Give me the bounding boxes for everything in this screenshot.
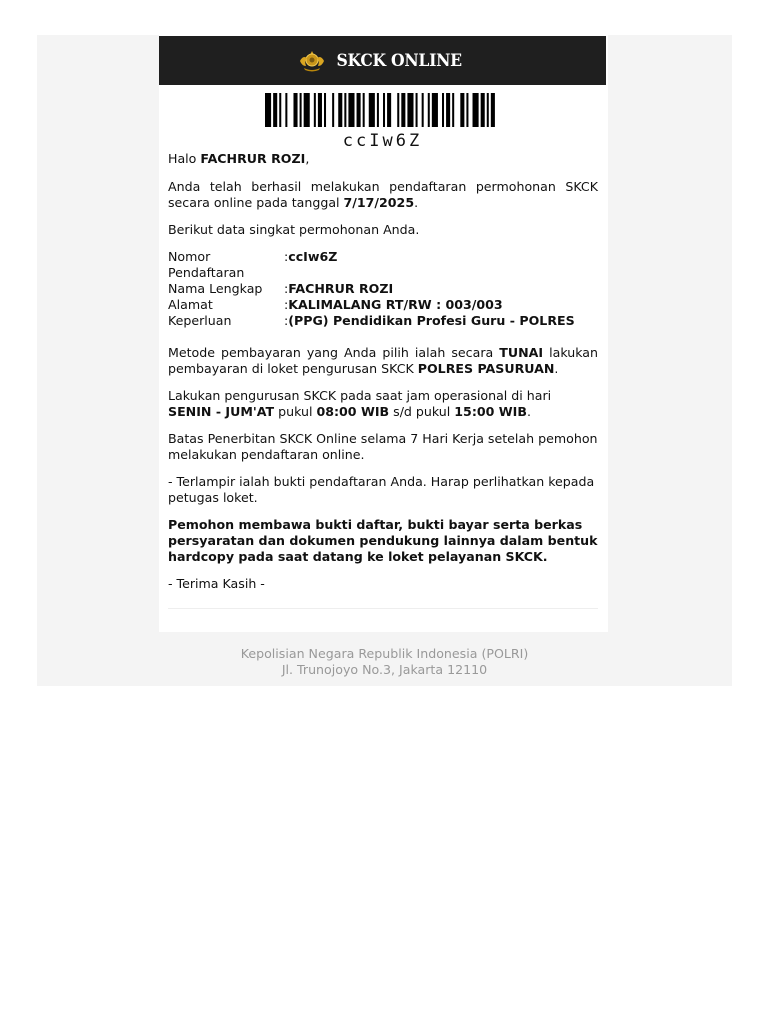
payment-paragraph	[168, 345, 598, 377]
greeting-prefix: Halo	[168, 151, 201, 166]
barcode-bar	[481, 93, 485, 127]
barcode-bar	[383, 93, 385, 127]
schedule-days: SENIN - JUM'AT	[168, 404, 275, 419]
registration-details	[168, 249, 575, 329]
barcode-bar	[300, 93, 302, 127]
barcode-bar	[344, 93, 346, 127]
barcode-bar	[407, 93, 413, 127]
detail-label: Alamat	[168, 297, 213, 312]
barcode-bar	[265, 93, 271, 127]
barcode-bar	[387, 93, 391, 127]
logo	[297, 49, 467, 73]
barcode-bar	[397, 93, 399, 127]
barcode-bar	[348, 93, 354, 127]
greeting-suffix: ,	[305, 151, 310, 166]
schedule-end: 15:00 WIB	[454, 404, 527, 419]
barcode-bar	[446, 93, 450, 127]
registration-date: 7/17/2025	[343, 195, 415, 210]
email-header	[159, 36, 606, 85]
barcode-code: ccIw6Z	[342, 131, 423, 151]
detail-value: FACHRUR ROZI	[288, 281, 394, 296]
email-card	[159, 35, 608, 632]
detail-row	[168, 249, 575, 281]
payment-office: POLRES PASURUAN	[417, 361, 555, 376]
attachment-paragraph: - Terlampir ialah bukti pendaftaran Anda. Harap perlihatkan kepada petugas loket.	[168, 474, 595, 505]
barcode-bar	[318, 93, 322, 127]
detail-value: ccIw6Z	[288, 249, 338, 264]
payment-method: TUNAI	[499, 345, 544, 360]
detail-separator: :	[284, 297, 289, 312]
detail-row	[168, 297, 575, 313]
barcode-bar	[357, 93, 361, 127]
schedule-start: 08:00 WIB	[316, 404, 390, 419]
barcode-bar	[491, 93, 495, 127]
barcode-bar	[377, 93, 379, 127]
intro-text: Anda telah berhasil melakukan pendaftaran permohonan SKCK secara online pada tanggal	[168, 179, 598, 210]
payment-text: .	[554, 361, 559, 376]
schedule-text: .	[526, 404, 531, 419]
barcode	[265, 93, 501, 127]
barcode-bar	[452, 93, 454, 127]
detail-label: Nama Lengkap	[168, 281, 263, 296]
barcode-bar	[487, 93, 489, 127]
detail-separator: :	[284, 249, 289, 264]
schedule-paragraph	[168, 388, 598, 420]
barcode-bar	[369, 93, 375, 127]
greeting	[168, 151, 598, 167]
footer-address: Jl. Trunojoyo No.3, Jakarta 12110	[281, 662, 488, 677]
barcode-bar	[460, 93, 464, 127]
requirement-paragraph: Pemohon membawa bukti daftar, bukti bayar serta berkas persyaratan dan dokumen pendukung lainnya dalam bentuk hardcopy pada saat datang ke loket pelayanan SKCK.	[168, 517, 598, 564]
logo-title: SKCK ONLINE	[336, 50, 463, 71]
email-body	[168, 151, 598, 592]
payment-text: lakukan pembayaran di loket pengurusan SKCK	[168, 345, 598, 376]
barcode-bar	[314, 93, 316, 127]
closing-text: - Terima Kasih -	[168, 576, 265, 591]
barcode-bar	[473, 93, 479, 127]
schedule-text: s/d pukul	[389, 404, 455, 419]
summary-intro: Berikut data singkat permohonan Anda.	[168, 222, 420, 237]
barcode-bar	[428, 93, 430, 127]
detail-separator: :	[284, 313, 289, 328]
barcode-bar	[466, 93, 468, 127]
barcode-bar	[332, 93, 334, 127]
barcode-bar	[338, 93, 342, 127]
intro-end: .	[414, 195, 419, 210]
barcode-bar	[304, 93, 310, 127]
detail-label: Keperluan	[168, 313, 232, 328]
detail-value: (PPG) Pendidikan Profesi Guru - POLRES	[288, 313, 575, 328]
barcode-bar	[285, 93, 287, 127]
barcode-bar	[324, 93, 326, 127]
barcode-bar	[293, 93, 297, 127]
barcode-bar	[416, 93, 418, 127]
police-emblem-icon	[297, 49, 327, 73]
barcode-bar	[432, 93, 438, 127]
schedule-text: pukul	[274, 404, 317, 419]
deadline-paragraph: Batas Penerbitan SKCK Online selama 7 Hari Kerja setelah pemohon melakukan pendaftaran online.	[168, 431, 598, 462]
detail-row	[168, 313, 575, 329]
email-background	[37, 35, 732, 686]
detail-label: Nomor Pendaftaran	[168, 249, 245, 280]
barcode-bar	[442, 93, 444, 127]
barcode-bar	[273, 93, 277, 127]
divider	[168, 608, 598, 609]
intro-paragraph	[168, 179, 598, 211]
barcode-bar	[279, 93, 281, 127]
footer-org: Kepolisian Negara Republik Indonesia (POLRI)	[240, 646, 529, 661]
barcode-bar	[401, 93, 405, 127]
payment-text: Metode pembayaran yang Anda pilih ialah secara	[168, 345, 500, 360]
detail-row	[168, 281, 575, 297]
barcode-bar	[363, 93, 365, 127]
footer	[37, 646, 732, 678]
schedule-text: Lakukan pengurusan SKCK pada saat jam operasional di hari	[168, 388, 552, 403]
detail-value: KALIMALANG RT/RW : 003/003	[288, 297, 503, 312]
greeting-name: FACHRUR ROZI	[200, 151, 306, 166]
barcode-bar	[422, 93, 424, 127]
detail-separator: :	[284, 281, 289, 296]
